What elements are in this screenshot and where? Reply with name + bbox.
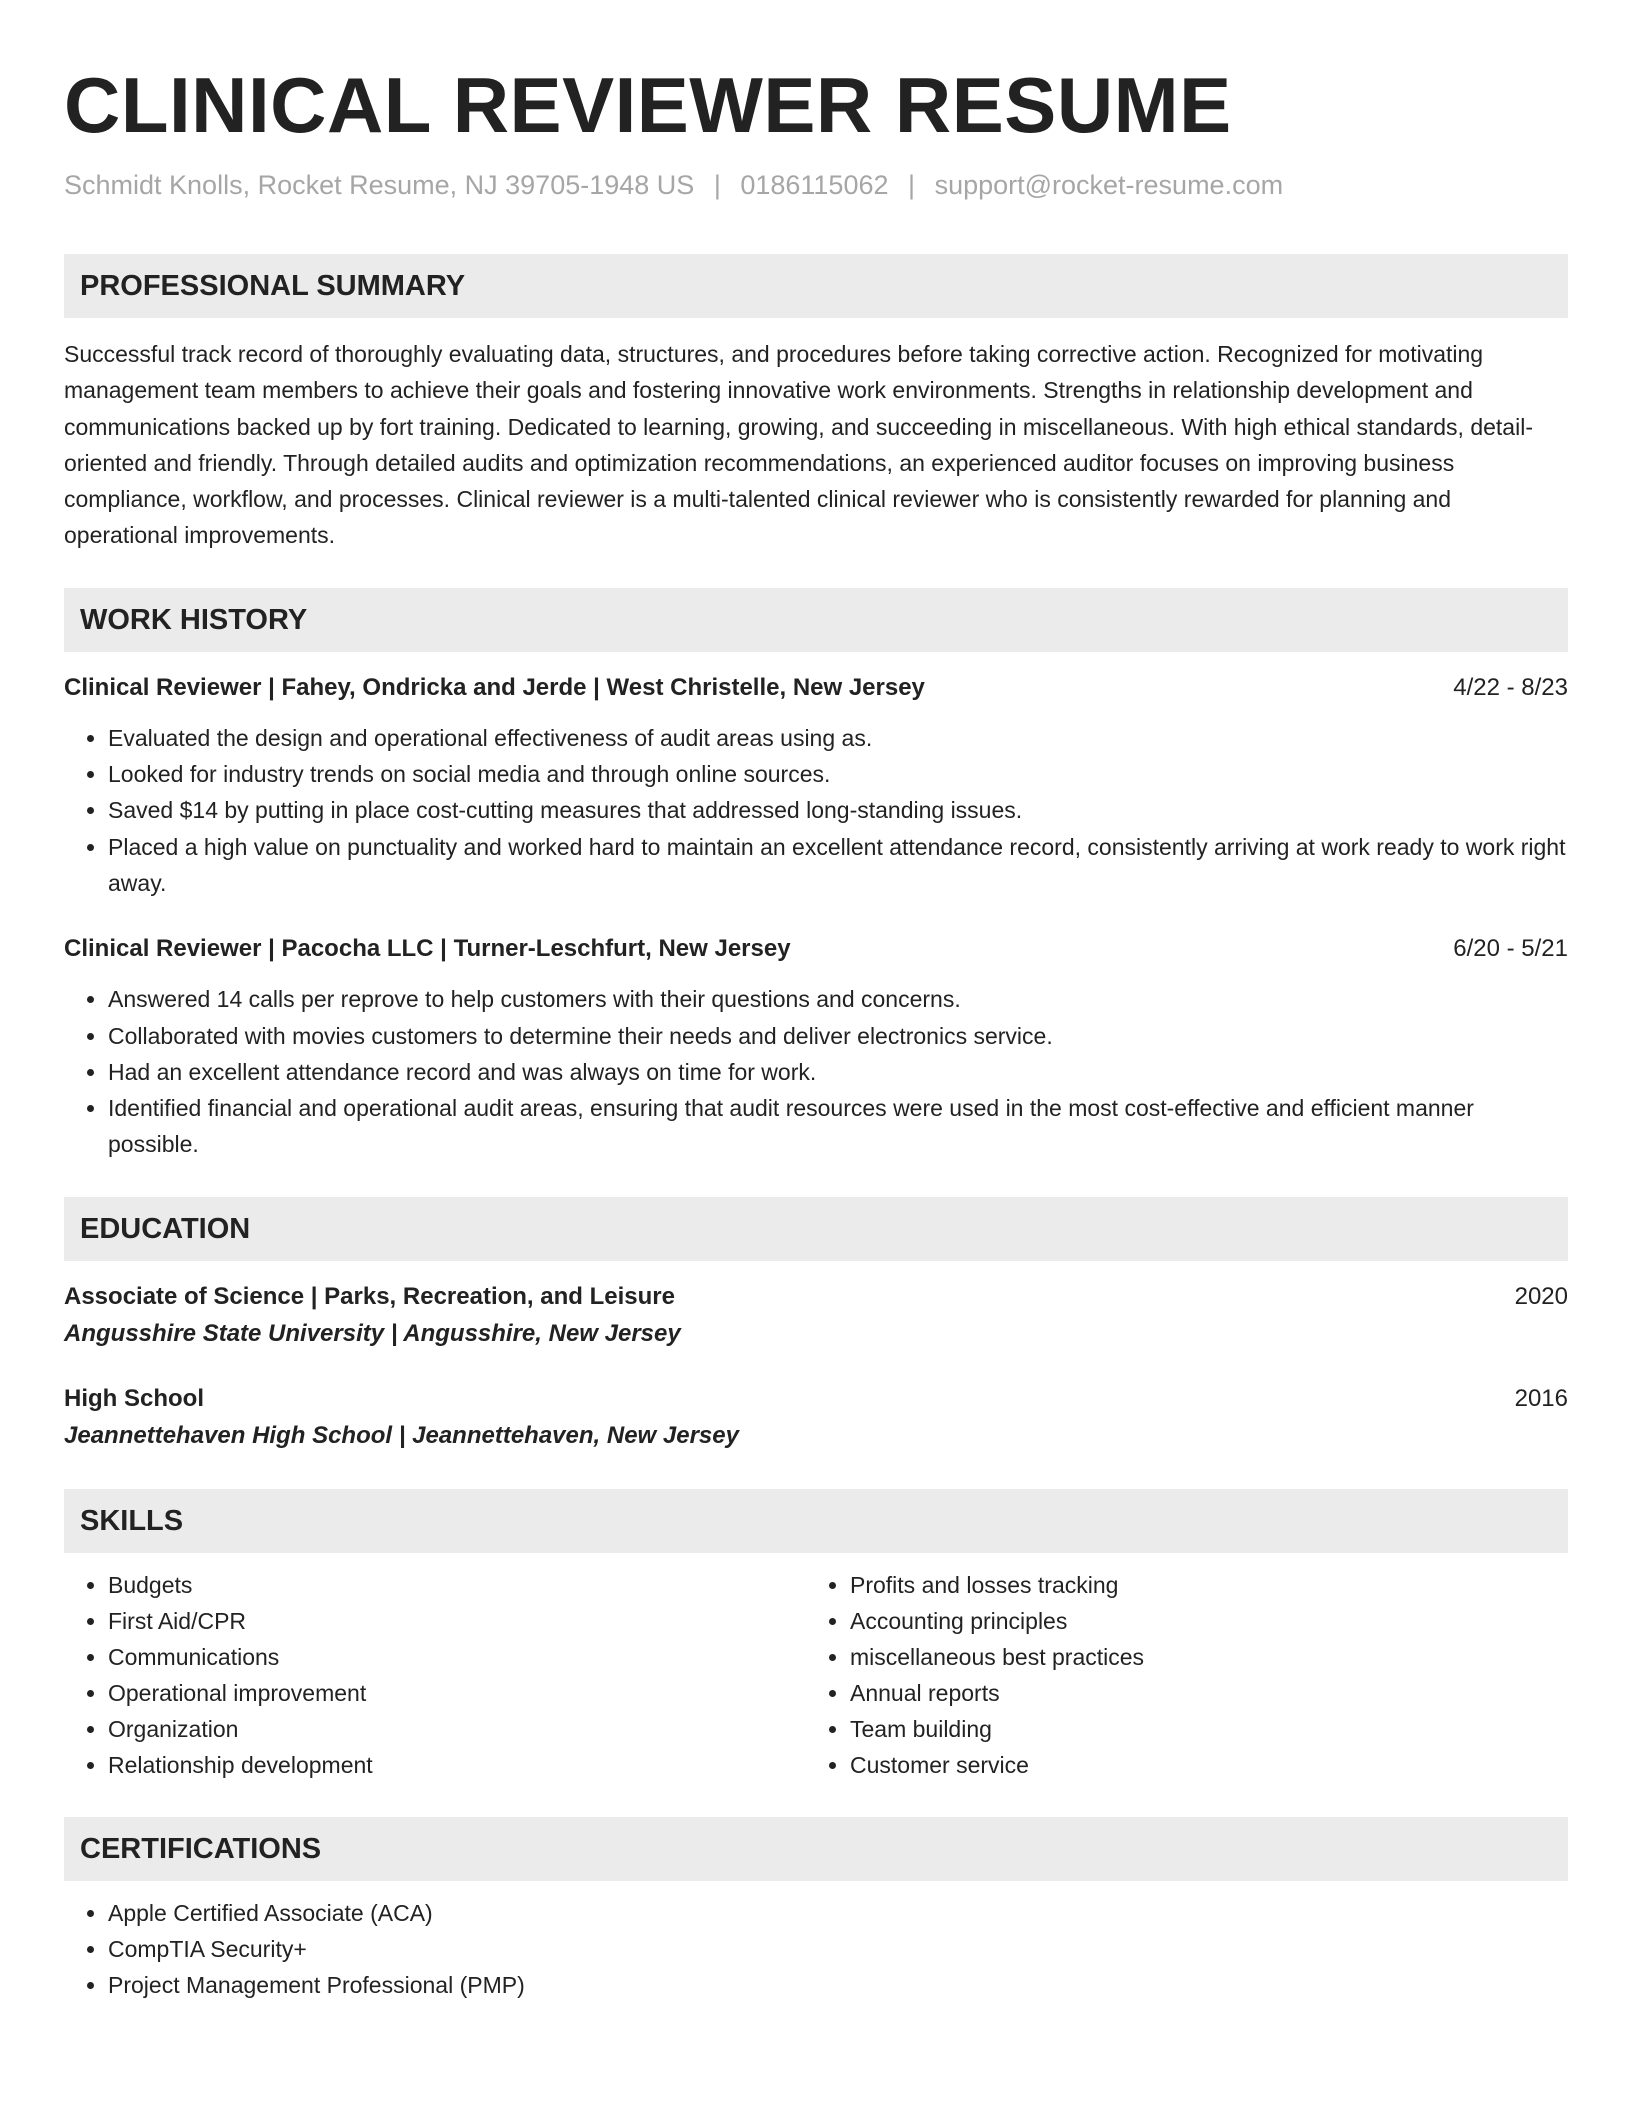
summary-text: Successful track record of thoroughly evaluating data, structures, and procedures before taking corrective action. Recognized for motivating management team members to achieve their goals and fostering innovative work environments. Strengths in relationship development and communications backed up by fort training. Dedicated to learning, growing, and succeeding in miscellaneous. With high ethical standards, detail-oriented and friendly. Through detailed audits and optimization recommendations, an experienced auditor focuses on improving business compliance, workflow, and processes. Clinical reviewer is a multi-talented clinical reviewer who is consistently rewarded for planning and operational improvements. [64, 341, 1533, 549]
resume-page [64, 60, 1568, 2004]
job-bullet: • Placed a high value on punctuality and worked hard to maintain an excellent attendance record, consistently arriving at work ready to work right away. [108, 829, 1568, 902]
job-entry [64, 931, 1568, 1162]
skill-item: • miscellaneous best practices [850, 1639, 1548, 1675]
education-entry [64, 1381, 1568, 1455]
resume-title: CLINICAL REVIEWER RESUME [64, 61, 1232, 149]
job-entry [64, 670, 1568, 901]
job-bullet: • Answered 14 calls per reprove to help customers with their questions and concerns. [108, 981, 1568, 1017]
education-degree: Associate of Science | Parks, Recreation, and Leisure [64, 1282, 675, 1310]
skill-item: • Organization [108, 1711, 806, 1747]
job-dates: 6/20 - 5/21 [1453, 935, 1568, 963]
skill-item: • Annual reports [850, 1675, 1548, 1711]
contact-separator: | [908, 170, 916, 200]
job-bullet: • Collaborated with movies customers to determine their needs and deliver electronics service. [108, 1018, 1568, 1054]
job-title: Clinical Reviewer | Pacocha LLC | Turner-Leschfurt, New Jersey [64, 935, 791, 963]
section-header-skills: SKILLS [64, 1489, 1568, 1553]
job-bullets [64, 981, 1568, 1162]
job-bullet: • Looked for industry trends on social media and through online sources. [108, 756, 1568, 792]
skill-item: • Communications [108, 1639, 806, 1675]
certification-item: • Project Management Professional (PMP) [108, 1967, 1568, 2003]
certifications-list [64, 1895, 1568, 2004]
job-bullet: • Had an excellent attendance record and was always on time for work. [108, 1054, 1568, 1090]
section-header-summary: PROFESSIONAL SUMMARY [64, 254, 1568, 318]
contact-phone: 0186115062 [740, 170, 889, 200]
skills-right-list [806, 1567, 1548, 1783]
skill-item: • Customer service [850, 1747, 1548, 1783]
skill-item: • Accounting principles [850, 1603, 1548, 1639]
skill-item: • Operational improvement [108, 1675, 806, 1711]
job-title: Clinical Reviewer | Fahey, Ondricka and Jerde | West Christelle, New Jersey [64, 673, 925, 701]
certification-item: • Apple Certified Associate (ACA) [108, 1895, 1568, 1931]
contact-line [64, 168, 1568, 202]
contact-separator: | [713, 170, 721, 200]
section-header-education: EDUCATION [64, 1197, 1568, 1261]
education-school: Angusshire State University | Angusshire, New Jersey [64, 1319, 681, 1347]
skills-columns [64, 1567, 1568, 1783]
education-entry [64, 1279, 1568, 1353]
section-header-certifications: CERTIFICATIONS [64, 1817, 1568, 1881]
education-year: 2020 [1514, 1282, 1568, 1310]
education-school: Jeannettehaven High School | Jeannettehaven, New Jersey [64, 1421, 739, 1449]
job-bullet: • Evaluated the design and operational effectiveness of audit areas using as. [108, 720, 1568, 756]
skill-item: • Profits and losses tracking [850, 1567, 1548, 1603]
education-degree: High School [64, 1384, 204, 1412]
contact-address: Schmidt Knolls, Rocket Resume, NJ 39705-1948 US [64, 170, 695, 200]
skill-item: • Budgets [108, 1567, 806, 1603]
section-header-work-history: WORK HISTORY [64, 588, 1568, 652]
job-bullet: • Saved $14 by putting in place cost-cutting measures that addressed long-standing issues. [108, 792, 1568, 828]
education-year: 2016 [1514, 1384, 1568, 1412]
contact-email: support@rocket-resume.com [934, 170, 1284, 200]
job-bullets [64, 720, 1568, 901]
skill-item: • Team building [850, 1711, 1548, 1747]
skill-item: • First Aid/CPR [108, 1603, 806, 1639]
skill-item: • Relationship development [108, 1747, 806, 1783]
job-bullet: • Identified financial and operational audit areas, ensuring that audit resources were used in the most cost-effective and efficient manner possible. [108, 1090, 1568, 1163]
job-dates: 4/22 - 8/23 [1453, 673, 1568, 701]
certification-item: • CompTIA Security+ [108, 1931, 1568, 1967]
skills-left-list [64, 1567, 806, 1783]
